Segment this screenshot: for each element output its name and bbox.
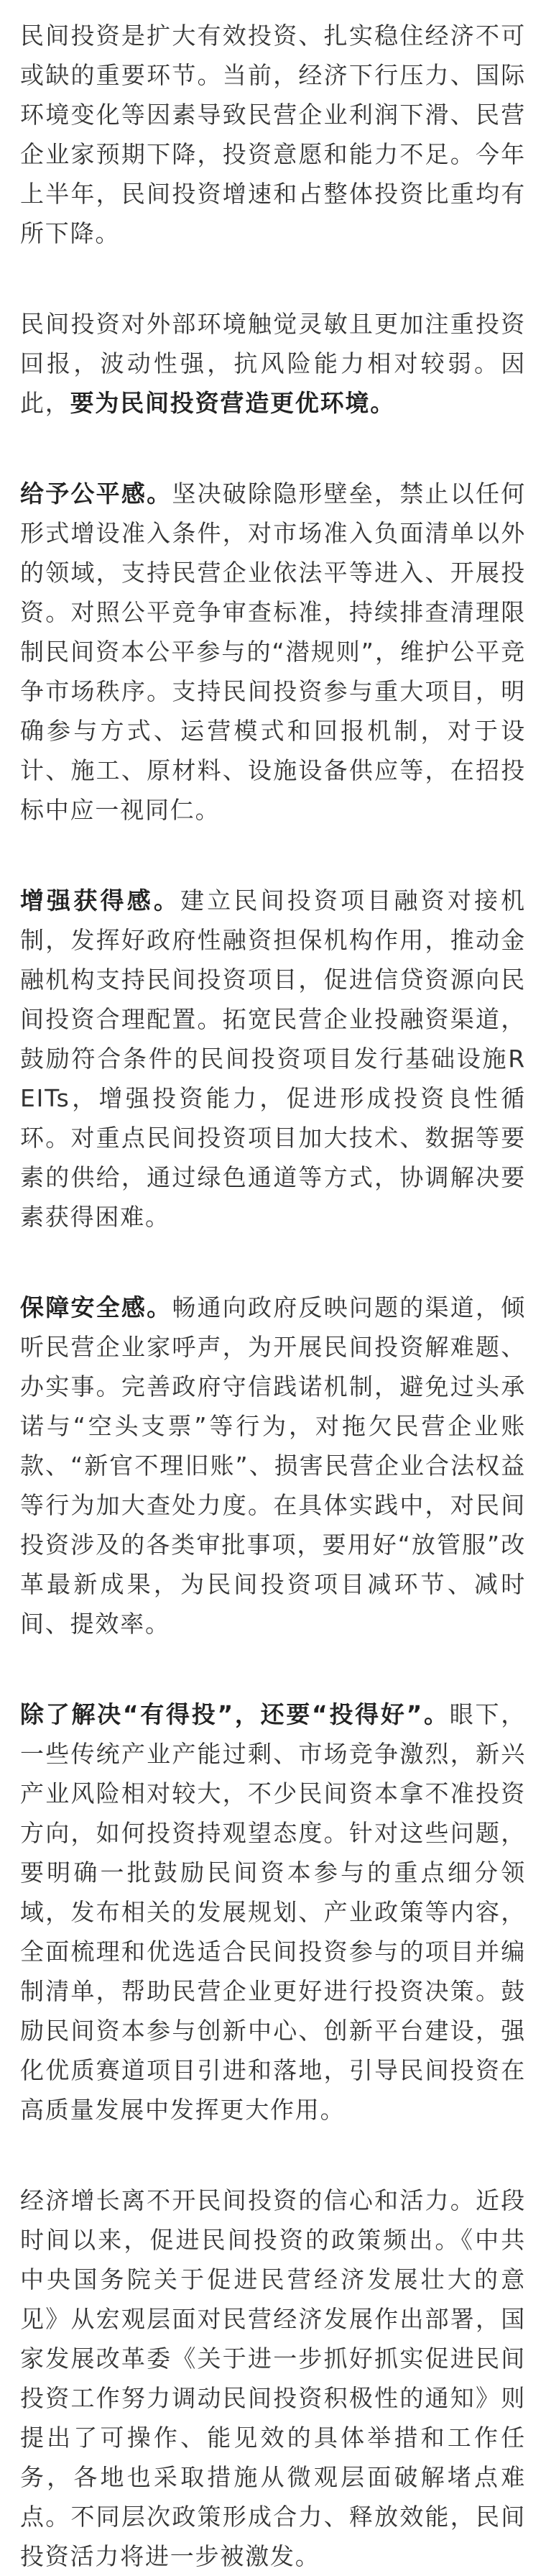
paragraph-text: 民间投资是扩大有效投资、扎实稳住经济不可或缺的重要环节。当前，经济下行压力、国际环境变化等因素导致民营企业利润下滑、民营企业家预期下降，投资意愿和能力不足。今年上半年，民间投资增速和占整体投资比重均有所下降。 <box>20 22 526 247</box>
paragraph-emphasis: 要为民间投资营造更优环境。 <box>70 389 396 417</box>
intro-paragraph <box>20 16 526 253</box>
gain-paragraph <box>20 881 526 1237</box>
environment-paragraph <box>20 304 526 423</box>
paragraph-text: 经济增长离不开民间投资的信心和活力。近段时间以来，促进民间投资的政策频出。《中共中央国务院关于促进民营经济发展壮大的意见》从宏观层面对民营经济发展作出部署，国家发展改革委《关于进一步抓好抓实促进民间投资工作努力调动民间投资积极性的通知》则提出了可操作、能见效的具体举措和工作任务，各地也采取措施从微观层面破解堵点难点。不同层次政策形成合力、释放效能，民间投资活力将进一步被激发。 <box>20 2186 526 2570</box>
paragraph-heading: 给予公平感。 <box>20 480 172 508</box>
paragraph-text: 建立民间投资项目融资对接机制，发挥好政府性融资担保机构作用，推动金融机构支持民间投资项目，促进信贷资源向民间投资合理配置。拓宽民营企业投融资渠道，鼓励符合条件的民间投资项目发行基础设施REITs，增强投资能力，促进形成投资良性循环。对重点民间投资项目加大技术、数据等要素的供给，通过绿色通道等方式，协调解决要素获得困难。 <box>20 886 526 1231</box>
investment-direction-paragraph <box>20 1695 526 2130</box>
paragraph-heading: 增强获得感。 <box>20 886 181 915</box>
security-paragraph <box>20 1288 526 1644</box>
paragraph-heading: 除了解决“有得投”，还要“投得好”。 <box>20 1700 450 1728</box>
paragraph-text: 畅通向政府反映问题的渠道，倾听民营企业家呼声，为开展民间投资解难题、办实事。完善政府守信践诺机制，避免过头承诺与“空头支票”等行为，对拖欠民营企业账款、“新官不理旧账”、损害民营企业合法权益等行为加大查处力度。在具体实践中，对民间投资涉及的各类审批事项，要用好“放管服”改革最新成果，为民间投资项目减环节、减时间、提效率。 <box>20 1293 526 1638</box>
paragraph-text: 坚决破除隐形壁垒，禁止以任何形式增设准入条件，对市场准入负面清单以外的领域，支持民营企业依法平等进入、开展投资。对照公平竞争审查标准，持续排查清理限制民间资本公平参与的“潜规则”，维护公平竞争市场秩序。支持民间投资参与重大项目，明确参与方式、运营模式和回报机制，对于设计、施工、原材料、设施设备供应等，在招投标中应一视同仁。 <box>20 480 526 824</box>
fairness-paragraph <box>20 474 526 830</box>
paragraph-text: 民间投资对外部环境触觉灵敏且更加注重投资回报，波动性强，抗风险能力相对较弱。因此， <box>20 310 526 417</box>
paragraph-text: 眼下，一些传统产业产能过剩、市场竞争激烈，新兴产业风险相对较大，不少民间资本拿不准投资方向，如何投资持观望态度。针对这些问题，要明确一批鼓励民间资本参与的重点细分领域，发布相关的发展规划、产业政策等内容，全面梳理和优选适合民间投资参与的项目并编制清单，帮助民营企业更好进行投资决策。鼓励民间资本参与创新中心、创新平台建设，强化优质赛道项目引进和落地，引导民间投资在高质量发展中发挥更大作用。 <box>20 1700 526 2124</box>
paragraph-heading: 保障安全感。 <box>20 1293 172 1321</box>
